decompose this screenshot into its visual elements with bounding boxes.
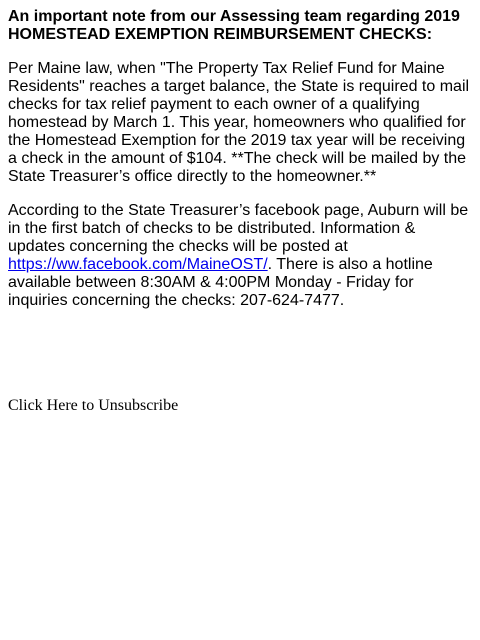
notice-heading: An important note from our Assessing team regarding 2019 HOMESTEAD EXEMPTION REIMBURSEMENT CHECKS: [8, 8, 460, 43]
exemption-paragraph: Per Maine law, when "The Property Tax Relief Fund for Maine Residents" reaches a target balance, the State is required to mail checks for tax relief payment to each owner of a qualifying homestead by March 1. This year, homeowners who qualified for the Homestead Exemption for the 2019 tax year will be receiving a check in the amount of $104. **The check will be mailed by the State Treasurer’s office directly to the homeowner.** [8, 60, 470, 185]
unsubscribe-link[interactable]: Click Here to Unsubscribe [8, 397, 179, 414]
facebook-link[interactable]: https://ww.facebook.com/MaineOST/ [8, 256, 268, 273]
facebook-paragraph [8, 202, 472, 310]
email-body [8, 8, 472, 326]
hotline-text: . There is also a hotline available between 8:30AM & 4:00PM Monday - Friday for inquiries concerning the checks: 207-624-7477. [8, 256, 433, 309]
facebook-paragraph-intro: According to the State Treasurer’s facebook page, Auburn will be in the first batch of checks to be distributed. Information & updates concerning the checks will be posted at [8, 202, 469, 255]
